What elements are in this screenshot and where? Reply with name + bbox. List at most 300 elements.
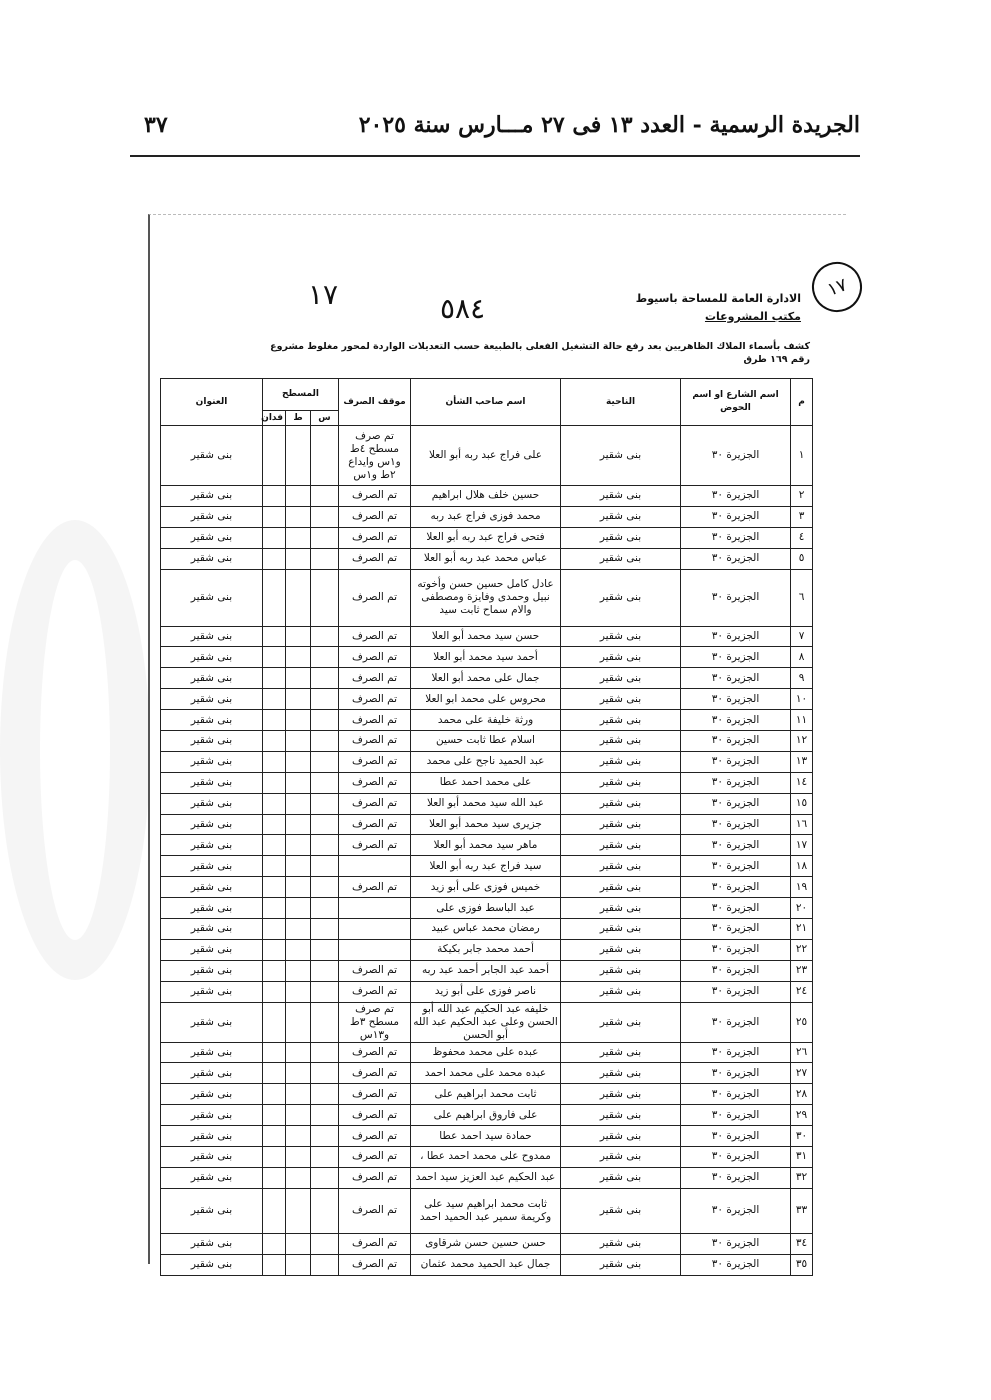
area-f-cell [263, 981, 286, 1002]
address-cell: بنى شقير [161, 426, 263, 486]
area-s-cell [311, 1002, 339, 1042]
status-cell [339, 898, 411, 919]
table-row [161, 426, 813, 486]
nahia-cell: بنى شقير [561, 626, 681, 647]
street-cell: الجزيرة ٣٠ [681, 1002, 791, 1042]
area-s-cell [311, 981, 339, 1002]
street-cell: الجزيرة ٣٠ [681, 506, 791, 527]
area-f-cell [263, 1084, 286, 1105]
area-s-cell [311, 626, 339, 647]
row-number: ٣٥ [791, 1254, 813, 1275]
address-cell: بنى شقير [161, 898, 263, 919]
nahia-cell: بنى شقير [561, 486, 681, 507]
table-row [161, 960, 813, 981]
owner-cell: جمال عبد الحميد محمد عثمان [411, 1254, 561, 1275]
nahia-cell: بنى شقير [561, 835, 681, 856]
table-row [161, 751, 813, 772]
status-cell: تم الصرف [339, 960, 411, 981]
row-number: ١٦ [791, 814, 813, 835]
area-f-cell [263, 1233, 286, 1254]
street-cell: الجزيرة ٣٠ [681, 1188, 791, 1233]
area-s-cell [311, 668, 339, 689]
table-row [161, 814, 813, 835]
nahia-cell: بنى شقير [561, 814, 681, 835]
row-number: ٣١ [791, 1147, 813, 1168]
header-street: اسم الشارع او اسم الحوض [681, 379, 791, 426]
office-line-1: الادارة العامة للمساحة باسيوط [635, 292, 801, 305]
area-t-cell [286, 486, 311, 507]
table-row [161, 793, 813, 814]
owner-cell: جزيرى سيد محمد أبو العلا [411, 814, 561, 835]
street-cell: الجزيرة ٣٠ [681, 731, 791, 752]
area-s-cell [311, 960, 339, 981]
row-number: ٤ [791, 527, 813, 548]
row-number: ٣ [791, 506, 813, 527]
row-number: ٣٢ [791, 1167, 813, 1188]
owner-cell: حسن حسين حسن شرقاوى [411, 1233, 561, 1254]
table-row [161, 548, 813, 569]
owner-cell: ورثة خليفة على محمد [411, 710, 561, 731]
area-t-cell [286, 647, 311, 668]
street-cell: الجزيرة ٣٠ [681, 647, 791, 668]
area-t-cell [286, 981, 311, 1002]
area-t-cell [286, 960, 311, 981]
area-f-cell [263, 527, 286, 548]
status-cell: تم الصرف [339, 1084, 411, 1105]
row-number: ٩ [791, 668, 813, 689]
row-number: ٢٣ [791, 960, 813, 981]
owner-cell: على محمد احمد عطا [411, 772, 561, 793]
status-cell: تم صرف مسطح ٤ط و١س وايداع ٢ط و١س [339, 426, 411, 486]
header-area-s: س [311, 411, 339, 426]
table-row [161, 1233, 813, 1254]
table-row [161, 626, 813, 647]
address-cell: بنى شقير [161, 1105, 263, 1126]
area-s-cell [311, 548, 339, 569]
table-row [161, 668, 813, 689]
address-cell: بنى شقير [161, 939, 263, 960]
area-s-cell [311, 793, 339, 814]
owner-cell: أحمد محمد جابر بكيكة [411, 939, 561, 960]
area-s-cell [311, 426, 339, 486]
area-f-cell [263, 1188, 286, 1233]
table-row [161, 731, 813, 752]
address-cell: بنى شقير [161, 793, 263, 814]
status-cell: تم الصرف [339, 647, 411, 668]
area-s-cell [311, 1254, 339, 1275]
nahia-cell: بنى شقير [561, 877, 681, 898]
row-number: ٢٤ [791, 981, 813, 1002]
status-cell: تم الصرف [339, 981, 411, 1002]
nahia-cell: بنى شقير [561, 1254, 681, 1275]
area-s-cell [311, 856, 339, 877]
street-cell: الجزيرة ٣٠ [681, 527, 791, 548]
row-number: ٢٢ [791, 939, 813, 960]
handwritten-number: ٥٨٤ [440, 292, 486, 325]
status-cell: تم الصرف [339, 835, 411, 856]
nahia-cell: بنى شقير [561, 731, 681, 752]
status-cell: تم الصرف [339, 527, 411, 548]
table-row [161, 1002, 813, 1042]
table-row [161, 856, 813, 877]
area-f-cell [263, 1254, 286, 1275]
row-number: ١٥ [791, 793, 813, 814]
nahia-cell: بنى شقير [561, 793, 681, 814]
watermark [0, 520, 150, 980]
row-number: ٢١ [791, 919, 813, 940]
address-cell: بنى شقير [161, 877, 263, 898]
header-rule [130, 155, 860, 157]
area-t-cell [286, 856, 311, 877]
area-f-cell [263, 1167, 286, 1188]
nahia-cell: بنى شقير [561, 647, 681, 668]
table-row [161, 919, 813, 940]
nahia-cell: بنى شقير [561, 960, 681, 981]
nahia-cell: بنى شقير [561, 506, 681, 527]
row-number: ٣٠ [791, 1126, 813, 1147]
area-f-cell [263, 569, 286, 626]
area-f-cell [263, 486, 286, 507]
area-s-cell [311, 1105, 339, 1126]
street-cell: الجزيرة ٣٠ [681, 919, 791, 940]
area-s-cell [311, 877, 339, 898]
area-t-cell [286, 1105, 311, 1126]
office-heading [636, 290, 801, 326]
row-number: ٦ [791, 569, 813, 626]
area-t-cell [286, 689, 311, 710]
area-t-cell [286, 710, 311, 731]
area-t-cell [286, 548, 311, 569]
table-row [161, 877, 813, 898]
table-row [161, 1188, 813, 1233]
status-cell: تم الصرف [339, 877, 411, 898]
address-cell: بنى شقير [161, 710, 263, 731]
row-number: ١٣ [791, 751, 813, 772]
street-cell: الجزيرة ٣٠ [681, 668, 791, 689]
status-cell: تم الصرف [339, 1063, 411, 1084]
nahia-cell: بنى شقير [561, 668, 681, 689]
row-number: ١١ [791, 710, 813, 731]
area-f-cell [263, 1126, 286, 1147]
status-cell: تم الصرف [339, 668, 411, 689]
area-t-cell [286, 1147, 311, 1168]
table-row [161, 1167, 813, 1188]
area-f-cell [263, 919, 286, 940]
address-cell: بنى شقير [161, 751, 263, 772]
area-s-cell [311, 1126, 339, 1147]
area-t-cell [286, 1188, 311, 1233]
row-number: ٣٣ [791, 1188, 813, 1233]
status-cell: تم الصرف [339, 1042, 411, 1063]
area-t-cell [286, 506, 311, 527]
table-row [161, 835, 813, 856]
area-t-cell [286, 1254, 311, 1275]
street-cell: الجزيرة ٣٠ [681, 626, 791, 647]
area-t-cell [286, 814, 311, 835]
area-f-cell [263, 626, 286, 647]
area-t-cell [286, 772, 311, 793]
owner-cell: عبده محمد على محمد احمد [411, 1063, 561, 1084]
area-f-cell [263, 751, 286, 772]
street-cell: الجزيرة ٣٠ [681, 426, 791, 486]
address-cell: بنى شقير [161, 569, 263, 626]
street-cell: الجزيرة ٣٠ [681, 981, 791, 1002]
area-f-cell [263, 689, 286, 710]
nahia-cell: بنى شقير [561, 1126, 681, 1147]
status-cell: تم الصرف [339, 626, 411, 647]
table-row [161, 898, 813, 919]
area-f-cell [263, 647, 286, 668]
address-cell: بنى شقير [161, 647, 263, 668]
page-number: ٣٧ [144, 112, 168, 138]
area-f-cell [263, 772, 286, 793]
area-s-cell [311, 835, 339, 856]
address-cell: بنى شقير [161, 919, 263, 940]
area-s-cell [311, 1188, 339, 1233]
area-s-cell [311, 814, 339, 835]
street-cell: الجزيرة ٣٠ [681, 1167, 791, 1188]
running-head [130, 112, 860, 148]
row-number: ١ [791, 426, 813, 486]
street-cell: الجزيرة ٣٠ [681, 814, 791, 835]
address-cell: بنى شقير [161, 1167, 263, 1188]
street-cell: الجزيرة ٣٠ [681, 1084, 791, 1105]
street-cell: الجزيرة ٣٠ [681, 751, 791, 772]
area-s-cell [311, 751, 339, 772]
nahia-cell: بنى شقير [561, 710, 681, 731]
nahia-cell: بنى شقير [561, 772, 681, 793]
address-cell: بنى شقير [161, 981, 263, 1002]
owner-cell: اسلام عطا ثابت حسين [411, 731, 561, 752]
nahia-cell: بنى شقير [561, 426, 681, 486]
area-t-cell [286, 898, 311, 919]
area-t-cell [286, 426, 311, 486]
nahia-cell: بنى شقير [561, 1188, 681, 1233]
nahia-cell: بنى شقير [561, 1147, 681, 1168]
street-cell: الجزيرة ٣٠ [681, 689, 791, 710]
status-cell [339, 939, 411, 960]
area-s-cell [311, 506, 339, 527]
owner-cell: خليفه عبد الحكيم عبد الله أبو الحسن وعلى عبد الحكيم عبد الله أبو الحسن [411, 1002, 561, 1042]
nahia-cell: بنى شقير [561, 939, 681, 960]
owner-cell: سيد فراج عبد ربه أبو العلا [411, 856, 561, 877]
owner-cell: خميس فوزى على أبو زيد [411, 877, 561, 898]
area-t-cell [286, 1126, 311, 1147]
nahia-cell: بنى شقير [561, 689, 681, 710]
area-s-cell [311, 898, 339, 919]
table-row [161, 647, 813, 668]
area-f-cell [263, 506, 286, 527]
table-row [161, 1126, 813, 1147]
header-status: موقف الصرف [339, 379, 411, 426]
street-cell: الجزيرة ٣٠ [681, 898, 791, 919]
status-cell: تم الصرف [339, 506, 411, 527]
row-number: ٢٧ [791, 1063, 813, 1084]
area-f-cell [263, 898, 286, 919]
nahia-cell: بنى شقير [561, 898, 681, 919]
street-cell: الجزيرة ٣٠ [681, 1042, 791, 1063]
office-line-2: مكتب المشروعات [704, 310, 801, 323]
row-number: ١٨ [791, 856, 813, 877]
row-number: ٥ [791, 548, 813, 569]
area-f-cell [263, 668, 286, 689]
street-cell: الجزيرة ٣٠ [681, 877, 791, 898]
header-area-t: ط [286, 411, 311, 426]
owner-cell: أحمد سيد محمد أبو العلا [411, 647, 561, 668]
nahia-cell: بنى شقير [561, 569, 681, 626]
owners-table [160, 378, 813, 1276]
street-cell: الجزيرة ٣٠ [681, 856, 791, 877]
status-cell: تم الصرف [339, 1167, 411, 1188]
status-cell: تم الصرف [339, 1254, 411, 1275]
area-f-cell [263, 710, 286, 731]
street-cell: الجزيرة ٣٠ [681, 835, 791, 856]
table-row [161, 527, 813, 548]
area-s-cell [311, 772, 339, 793]
area-t-cell [286, 793, 311, 814]
row-number: ٢٨ [791, 1084, 813, 1105]
row-number: ١٩ [791, 877, 813, 898]
address-cell: بنى شقير [161, 1254, 263, 1275]
handwritten-number: ١٧ [308, 278, 339, 311]
area-f-cell [263, 814, 286, 835]
row-number: ١٠ [791, 689, 813, 710]
area-t-cell [286, 939, 311, 960]
header-area-f: فدان [263, 411, 286, 426]
area-t-cell [286, 1042, 311, 1063]
area-s-cell [311, 710, 339, 731]
nahia-cell: بنى شقير [561, 1002, 681, 1042]
street-cell: الجزيرة ٣٠ [681, 569, 791, 626]
area-s-cell [311, 689, 339, 710]
street-cell: الجزيرة ٣٠ [681, 710, 791, 731]
row-number: ٢٥ [791, 1002, 813, 1042]
area-t-cell [286, 751, 311, 772]
street-cell: الجزيرة ٣٠ [681, 1105, 791, 1126]
status-cell: تم الصرف [339, 1126, 411, 1147]
header-m: م [791, 379, 813, 426]
row-number: ٢٩ [791, 1105, 813, 1126]
address-cell: بنى شقير [161, 1233, 263, 1254]
status-cell: تم الصرف [339, 731, 411, 752]
status-cell: تم الصرف [339, 751, 411, 772]
area-f-cell [263, 1105, 286, 1126]
address-cell: بنى شقير [161, 1147, 263, 1168]
area-s-cell [311, 527, 339, 548]
area-t-cell [286, 1167, 311, 1188]
status-cell: تم الصرف [339, 814, 411, 835]
area-t-cell [286, 527, 311, 548]
area-f-cell [263, 877, 286, 898]
table-row [161, 569, 813, 626]
nahia-cell: بنى شقير [561, 527, 681, 548]
status-cell: تم الصرف [339, 1188, 411, 1233]
table-row [161, 506, 813, 527]
table-row [161, 1063, 813, 1084]
area-f-cell [263, 1147, 286, 1168]
address-cell: بنى شقير [161, 1126, 263, 1147]
area-s-cell [311, 731, 339, 752]
address-cell: بنى شقير [161, 527, 263, 548]
owner-cell: ماهر سيد محمد أبو العلا [411, 835, 561, 856]
nahia-cell: بنى شقير [561, 1167, 681, 1188]
area-t-cell [286, 731, 311, 752]
owner-cell: عبده على محمد محفوظ [411, 1042, 561, 1063]
owner-cell: ثابت محمد ابراهيم على [411, 1084, 561, 1105]
table-row [161, 939, 813, 960]
table-row [161, 1254, 813, 1275]
owner-cell: ناصر فوزى على أبو زيد [411, 981, 561, 1002]
area-s-cell [311, 939, 339, 960]
status-cell: تم الصرف [339, 772, 411, 793]
address-cell: بنى شقير [161, 1042, 263, 1063]
area-s-cell [311, 1084, 339, 1105]
owner-cell: فتحى فراج عبد ربه أبو العلا [411, 527, 561, 548]
owner-cell: على فراج عبد ربه أبو العلا [411, 426, 561, 486]
area-t-cell [286, 919, 311, 940]
nahia-cell: بنى شقير [561, 1084, 681, 1105]
area-s-cell [311, 486, 339, 507]
row-number: ٢٦ [791, 1042, 813, 1063]
area-s-cell [311, 647, 339, 668]
status-cell: تم الصرف [339, 548, 411, 569]
owner-cell: حمادة سيد احمد عطا [411, 1126, 561, 1147]
table-row [161, 1042, 813, 1063]
row-number: ٣٤ [791, 1233, 813, 1254]
area-f-cell [263, 731, 286, 752]
owner-cell: عبد الحكيم عبد العزيز سيد احمد [411, 1167, 561, 1188]
area-f-cell [263, 939, 286, 960]
street-cell: الجزيرة ٣٠ [681, 1254, 791, 1275]
address-cell: بنى شقير [161, 548, 263, 569]
status-cell: تم الصرف [339, 710, 411, 731]
street-cell: الجزيرة ٣٠ [681, 486, 791, 507]
area-s-cell [311, 569, 339, 626]
street-cell: الجزيرة ٣٠ [681, 772, 791, 793]
table-caption: كشف بأسماء الملاك الظاهريين بعد رفع حالة التشغيل الفعلى بالطبيعة حسب التعديلات الواردة لمحور مغلوط مشروع رقم ١٦٩ طرق [270, 341, 810, 365]
area-f-cell [263, 856, 286, 877]
owner-cell: حسن سيد محمد أبو العلا [411, 626, 561, 647]
address-cell: بنى شقير [161, 689, 263, 710]
area-s-cell [311, 919, 339, 940]
street-cell: الجزيرة ٣٠ [681, 793, 791, 814]
header-nahia: الناحية [561, 379, 681, 426]
header-owner: اسم صاحب الشأن [411, 379, 561, 426]
row-number: ١٢ [791, 731, 813, 752]
owner-cell: عبد الباسط فوزى على [411, 898, 561, 919]
owner-cell: محمد فوزى فراج عبد ربه [411, 506, 561, 527]
row-number: ٨ [791, 647, 813, 668]
table-row [161, 1084, 813, 1105]
area-f-cell [263, 960, 286, 981]
owner-cell: أحمد عبد الجابر أحمد عبد ربه [411, 960, 561, 981]
status-cell: تم صرف مسطح ٣ط و١٣س [339, 1002, 411, 1042]
street-cell: الجزيرة ٣٠ [681, 1147, 791, 1168]
area-t-cell [286, 1233, 311, 1254]
area-f-cell [263, 835, 286, 856]
area-s-cell [311, 1233, 339, 1254]
area-t-cell [286, 835, 311, 856]
gazette-title: الجريدة الرسمية - العدد ١٣ فى ٢٧ مـــارس سنة ٢٠٢٥ [358, 112, 860, 138]
owner-cell: محروس على محمد ابو العلا [411, 689, 561, 710]
nahia-cell: بنى شقير [561, 856, 681, 877]
area-s-cell [311, 1167, 339, 1188]
nahia-cell: بنى شقير [561, 1063, 681, 1084]
area-t-cell [286, 668, 311, 689]
status-cell: تم الصرف [339, 486, 411, 507]
owner-cell: عباس محمد عبد ربه أبو العلا [411, 548, 561, 569]
status-cell: تم الصرف [339, 1233, 411, 1254]
